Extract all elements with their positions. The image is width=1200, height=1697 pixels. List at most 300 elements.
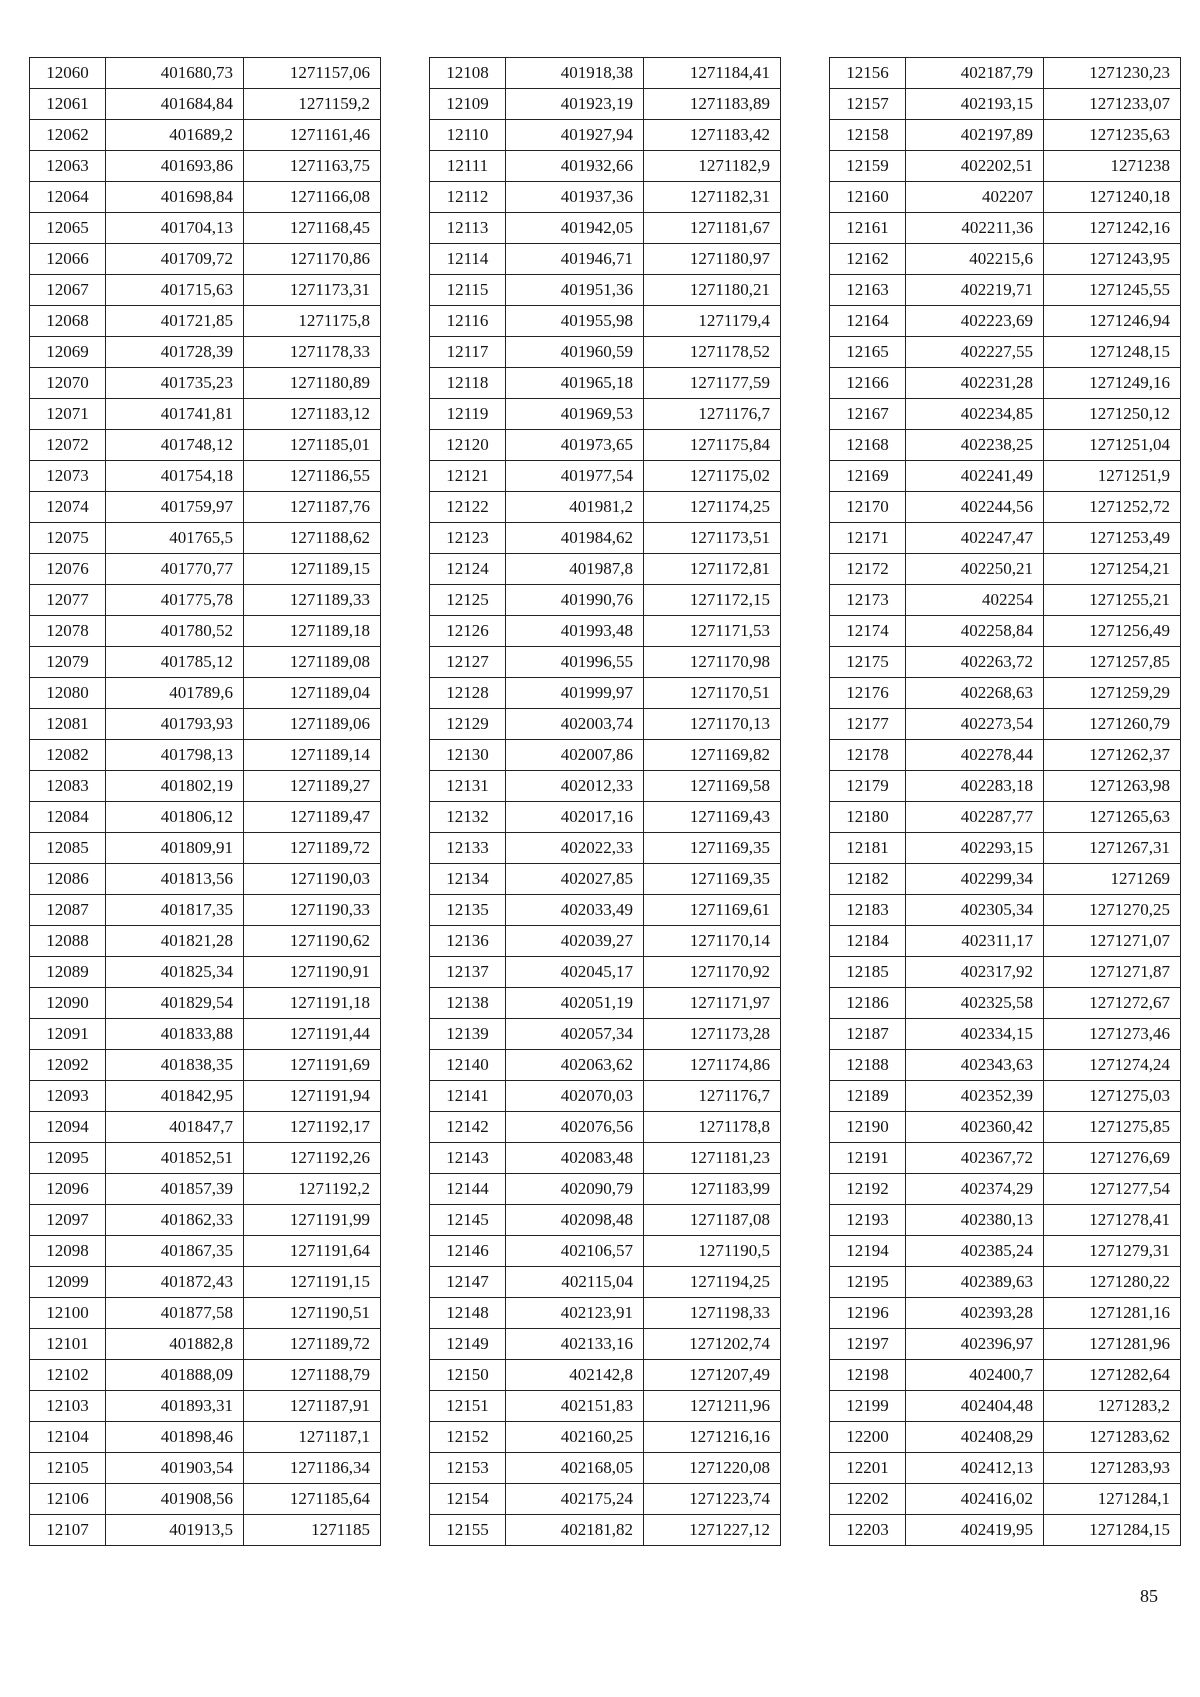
y-coordinate-cell: 1271280,22 — [1044, 1267, 1181, 1298]
x-coordinate-cell: 402299,34 — [906, 864, 1044, 895]
point-id-cell: 12110 — [430, 120, 506, 151]
table-row — [430, 616, 781, 647]
point-id-cell: 12089 — [30, 957, 106, 988]
x-coordinate-cell: 401852,51 — [106, 1143, 244, 1174]
table-row — [430, 647, 781, 678]
table-row — [430, 802, 781, 833]
y-coordinate-cell: 1271178,33 — [244, 337, 381, 368]
y-coordinate-cell: 1271178,52 — [644, 337, 781, 368]
table-row — [30, 275, 381, 306]
point-id-cell: 12079 — [30, 647, 106, 678]
table-row — [430, 1298, 781, 1329]
table-row — [830, 988, 1181, 1019]
point-id-cell: 12073 — [30, 461, 106, 492]
table-row — [830, 120, 1181, 151]
point-id-cell: 12183 — [830, 895, 906, 926]
x-coordinate-cell: 401877,58 — [106, 1298, 244, 1329]
y-coordinate-cell: 1271185,64 — [244, 1484, 381, 1515]
table-row — [30, 1391, 381, 1422]
y-coordinate-cell: 1271178,8 — [644, 1112, 781, 1143]
x-coordinate-cell: 401946,71 — [506, 244, 644, 275]
y-coordinate-cell: 1271235,63 — [1044, 120, 1181, 151]
table-row — [830, 709, 1181, 740]
x-coordinate-cell: 401793,93 — [106, 709, 244, 740]
point-id-cell: 12071 — [30, 399, 106, 430]
y-coordinate-cell: 1271238 — [1044, 151, 1181, 182]
table-row — [430, 1205, 781, 1236]
x-coordinate-cell: 402115,04 — [506, 1267, 644, 1298]
y-coordinate-cell: 1271173,51 — [644, 523, 781, 554]
x-coordinate-cell: 402133,16 — [506, 1329, 644, 1360]
table-row — [430, 368, 781, 399]
y-coordinate-cell: 1271172,15 — [644, 585, 781, 616]
point-id-cell: 12117 — [430, 337, 506, 368]
y-coordinate-cell: 1271281,16 — [1044, 1298, 1181, 1329]
x-coordinate-cell: 402211,36 — [906, 213, 1044, 244]
point-id-cell: 12163 — [830, 275, 906, 306]
table-row — [30, 182, 381, 213]
y-coordinate-cell: 1271274,24 — [1044, 1050, 1181, 1081]
table-row — [430, 771, 781, 802]
table-row — [430, 926, 781, 957]
point-id-cell: 12159 — [830, 151, 906, 182]
x-coordinate-cell: 402352,39 — [906, 1081, 1044, 1112]
y-coordinate-cell: 1271257,85 — [1044, 647, 1181, 678]
point-id-cell: 12061 — [30, 89, 106, 120]
table-row — [430, 1515, 781, 1546]
y-coordinate-cell: 1271186,55 — [244, 461, 381, 492]
x-coordinate-cell: 402160,25 — [506, 1422, 644, 1453]
y-coordinate-cell: 1271245,55 — [1044, 275, 1181, 306]
point-id-cell: 12090 — [30, 988, 106, 1019]
table-row — [430, 58, 781, 89]
point-id-cell: 12098 — [30, 1236, 106, 1267]
table-row — [830, 1422, 1181, 1453]
table-row — [430, 1422, 781, 1453]
y-coordinate-cell: 1271249,16 — [1044, 368, 1181, 399]
x-coordinate-cell: 402247,47 — [906, 523, 1044, 554]
x-coordinate-cell: 402254 — [906, 585, 1044, 616]
x-coordinate-cell: 402244,56 — [906, 492, 1044, 523]
point-id-cell: 12111 — [430, 151, 506, 182]
y-coordinate-cell: 1271180,97 — [644, 244, 781, 275]
point-id-cell: 12109 — [430, 89, 506, 120]
x-coordinate-cell: 402187,79 — [906, 58, 1044, 89]
table-row — [430, 864, 781, 895]
y-coordinate-cell: 1271170,51 — [644, 678, 781, 709]
point-id-cell: 12184 — [830, 926, 906, 957]
y-coordinate-cell: 1271216,16 — [644, 1422, 781, 1453]
point-id-cell: 12078 — [30, 616, 106, 647]
point-id-cell: 12177 — [830, 709, 906, 740]
point-id-cell: 12119 — [430, 399, 506, 430]
table-row — [30, 1205, 381, 1236]
x-coordinate-cell: 401698,84 — [106, 182, 244, 213]
y-coordinate-cell: 1271183,42 — [644, 120, 781, 151]
x-coordinate-cell: 401942,05 — [506, 213, 644, 244]
point-id-cell: 12093 — [30, 1081, 106, 1112]
point-id-cell: 12176 — [830, 678, 906, 709]
x-coordinate-cell: 402070,03 — [506, 1081, 644, 1112]
y-coordinate-cell: 1271207,49 — [644, 1360, 781, 1391]
y-coordinate-cell: 1271243,95 — [1044, 244, 1181, 275]
table-row — [830, 399, 1181, 430]
y-coordinate-cell: 1271269 — [1044, 864, 1181, 895]
y-coordinate-cell: 1271170,92 — [644, 957, 781, 988]
table-row — [830, 1143, 1181, 1174]
y-coordinate-cell: 1271174,86 — [644, 1050, 781, 1081]
x-coordinate-cell: 402238,25 — [906, 430, 1044, 461]
table-row — [430, 89, 781, 120]
x-coordinate-cell: 402367,72 — [906, 1143, 1044, 1174]
y-coordinate-cell: 1271182,31 — [644, 182, 781, 213]
point-id-cell: 12139 — [430, 1019, 506, 1050]
table-row — [30, 957, 381, 988]
y-coordinate-cell: 1271190,91 — [244, 957, 381, 988]
coordinate-table-2 — [429, 57, 781, 1546]
x-coordinate-cell: 401977,54 — [506, 461, 644, 492]
point-id-cell: 12187 — [830, 1019, 906, 1050]
table-row — [30, 430, 381, 461]
coordinate-table-body — [430, 58, 781, 1546]
x-coordinate-cell: 401693,86 — [106, 151, 244, 182]
point-id-cell: 12138 — [430, 988, 506, 1019]
table-row — [830, 1236, 1181, 1267]
point-id-cell: 12116 — [430, 306, 506, 337]
table-row — [30, 1174, 381, 1205]
table-row — [830, 244, 1181, 275]
y-coordinate-cell: 1271175,8 — [244, 306, 381, 337]
table-row — [30, 1267, 381, 1298]
table-row — [430, 1329, 781, 1360]
table-row — [430, 1391, 781, 1422]
y-coordinate-cell: 1271179,4 — [644, 306, 781, 337]
table-row — [430, 213, 781, 244]
y-coordinate-cell: 1271169,43 — [644, 802, 781, 833]
table-row — [30, 461, 381, 492]
y-coordinate-cell: 1271189,27 — [244, 771, 381, 802]
point-id-cell: 12103 — [30, 1391, 106, 1422]
y-coordinate-cell: 1271202,74 — [644, 1329, 781, 1360]
y-coordinate-cell: 1271169,82 — [644, 740, 781, 771]
point-id-cell: 12151 — [430, 1391, 506, 1422]
y-coordinate-cell: 1271180,21 — [644, 275, 781, 306]
x-coordinate-cell: 401798,13 — [106, 740, 244, 771]
x-coordinate-cell: 402250,21 — [906, 554, 1044, 585]
x-coordinate-cell: 401993,48 — [506, 616, 644, 647]
y-coordinate-cell: 1271254,21 — [1044, 554, 1181, 585]
point-id-cell: 12082 — [30, 740, 106, 771]
table-row — [30, 585, 381, 616]
y-coordinate-cell: 1271279,31 — [1044, 1236, 1181, 1267]
x-coordinate-cell: 402151,83 — [506, 1391, 644, 1422]
x-coordinate-cell: 402419,95 — [906, 1515, 1044, 1546]
x-coordinate-cell: 401867,35 — [106, 1236, 244, 1267]
y-coordinate-cell: 1271181,67 — [644, 213, 781, 244]
y-coordinate-cell: 1271191,94 — [244, 1081, 381, 1112]
table-row — [30, 58, 381, 89]
x-coordinate-cell: 402305,34 — [906, 895, 1044, 926]
point-id-cell: 12115 — [430, 275, 506, 306]
y-coordinate-cell: 1271251,04 — [1044, 430, 1181, 461]
point-id-cell: 12154 — [430, 1484, 506, 1515]
y-coordinate-cell: 1271189,72 — [244, 1329, 381, 1360]
point-id-cell: 12091 — [30, 1019, 106, 1050]
point-id-cell: 12190 — [830, 1112, 906, 1143]
point-id-cell: 12162 — [830, 244, 906, 275]
y-coordinate-cell: 1271275,03 — [1044, 1081, 1181, 1112]
y-coordinate-cell: 1271233,07 — [1044, 89, 1181, 120]
y-coordinate-cell: 1271240,18 — [1044, 182, 1181, 213]
y-coordinate-cell: 1271246,94 — [1044, 306, 1181, 337]
y-coordinate-cell: 1271169,58 — [644, 771, 781, 802]
y-coordinate-cell: 1271191,64 — [244, 1236, 381, 1267]
x-coordinate-cell: 401893,31 — [106, 1391, 244, 1422]
point-id-cell: 12097 — [30, 1205, 106, 1236]
point-id-cell: 12096 — [30, 1174, 106, 1205]
table-row — [30, 1019, 381, 1050]
x-coordinate-cell: 401721,85 — [106, 306, 244, 337]
x-coordinate-cell: 402343,63 — [906, 1050, 1044, 1081]
y-coordinate-cell: 1271175,02 — [644, 461, 781, 492]
point-id-cell: 12065 — [30, 213, 106, 244]
x-coordinate-cell: 401704,13 — [106, 213, 244, 244]
table-row — [830, 1112, 1181, 1143]
y-coordinate-cell: 1271188,79 — [244, 1360, 381, 1391]
table-row — [830, 523, 1181, 554]
point-id-cell: 12166 — [830, 368, 906, 399]
table-row — [30, 1453, 381, 1484]
x-coordinate-cell: 402197,89 — [906, 120, 1044, 151]
table-row — [830, 771, 1181, 802]
y-coordinate-cell: 1271170,98 — [644, 647, 781, 678]
table-row — [430, 275, 781, 306]
y-coordinate-cell: 1271172,81 — [644, 554, 781, 585]
table-row — [30, 151, 381, 182]
y-coordinate-cell: 1271283,62 — [1044, 1422, 1181, 1453]
point-id-cell: 12148 — [430, 1298, 506, 1329]
x-coordinate-cell: 401728,39 — [106, 337, 244, 368]
x-coordinate-cell: 402263,72 — [906, 647, 1044, 678]
table-row — [30, 709, 381, 740]
y-coordinate-cell: 1271189,47 — [244, 802, 381, 833]
point-id-cell: 12107 — [30, 1515, 106, 1546]
x-coordinate-cell: 402227,55 — [906, 337, 1044, 368]
x-coordinate-cell: 401913,5 — [106, 1515, 244, 1546]
coordinate-table-body — [30, 58, 381, 1546]
y-coordinate-cell: 1271192,2 — [244, 1174, 381, 1205]
point-id-cell: 12197 — [830, 1329, 906, 1360]
point-id-cell: 12153 — [430, 1453, 506, 1484]
x-coordinate-cell: 402215,6 — [906, 244, 1044, 275]
table-row — [30, 740, 381, 771]
table-row — [830, 647, 1181, 678]
table-row — [430, 1453, 781, 1484]
x-coordinate-cell: 401813,56 — [106, 864, 244, 895]
x-coordinate-cell: 401981,2 — [506, 492, 644, 523]
point-id-cell: 12062 — [30, 120, 106, 151]
point-id-cell: 12200 — [830, 1422, 906, 1453]
y-coordinate-cell: 1271251,9 — [1044, 461, 1181, 492]
table-row — [830, 1515, 1181, 1546]
x-coordinate-cell: 402287,77 — [906, 802, 1044, 833]
y-coordinate-cell: 1271185 — [244, 1515, 381, 1546]
table-row — [830, 1019, 1181, 1050]
table-row — [30, 1143, 381, 1174]
table-row — [430, 1019, 781, 1050]
point-id-cell: 12066 — [30, 244, 106, 275]
x-coordinate-cell: 402175,24 — [506, 1484, 644, 1515]
table-row — [830, 306, 1181, 337]
point-id-cell: 12072 — [30, 430, 106, 461]
y-coordinate-cell: 1271192,26 — [244, 1143, 381, 1174]
table-row — [30, 244, 381, 275]
page-number: 85 — [1140, 1586, 1158, 1606]
point-id-cell: 12201 — [830, 1453, 906, 1484]
x-coordinate-cell: 402123,91 — [506, 1298, 644, 1329]
table-row — [830, 678, 1181, 709]
table-row — [30, 926, 381, 957]
table-row — [830, 585, 1181, 616]
x-coordinate-cell: 401898,46 — [106, 1422, 244, 1453]
table-row — [30, 1422, 381, 1453]
y-coordinate-cell: 1271159,2 — [244, 89, 381, 120]
x-coordinate-cell: 401829,54 — [106, 988, 244, 1019]
x-coordinate-cell: 402027,85 — [506, 864, 644, 895]
table-row — [30, 1360, 381, 1391]
table-row — [30, 802, 381, 833]
point-id-cell: 12081 — [30, 709, 106, 740]
y-coordinate-cell: 1271223,74 — [644, 1484, 781, 1515]
y-coordinate-cell: 1271242,16 — [1044, 213, 1181, 244]
x-coordinate-cell: 401735,23 — [106, 368, 244, 399]
table-row — [30, 1050, 381, 1081]
y-coordinate-cell: 1271271,07 — [1044, 926, 1181, 957]
point-id-cell: 12088 — [30, 926, 106, 957]
y-coordinate-cell: 1271183,99 — [644, 1174, 781, 1205]
table-row — [430, 523, 781, 554]
x-coordinate-cell: 402207 — [906, 182, 1044, 213]
table-row — [430, 1174, 781, 1205]
coordinate-table-body — [830, 58, 1181, 1546]
table-row — [430, 1267, 781, 1298]
table-row — [830, 833, 1181, 864]
y-coordinate-cell: 1271220,08 — [644, 1453, 781, 1484]
point-id-cell: 12127 — [430, 647, 506, 678]
y-coordinate-cell: 1271211,96 — [644, 1391, 781, 1422]
x-coordinate-cell: 401984,62 — [506, 523, 644, 554]
table-row — [430, 1236, 781, 1267]
point-id-cell: 12130 — [430, 740, 506, 771]
point-id-cell: 12192 — [830, 1174, 906, 1205]
point-id-cell: 12203 — [830, 1515, 906, 1546]
y-coordinate-cell: 1271267,31 — [1044, 833, 1181, 864]
x-coordinate-cell: 402007,86 — [506, 740, 644, 771]
y-coordinate-cell: 1271171,97 — [644, 988, 781, 1019]
y-coordinate-cell: 1271169,35 — [644, 833, 781, 864]
x-coordinate-cell: 401842,95 — [106, 1081, 244, 1112]
table-row — [30, 337, 381, 368]
x-coordinate-cell: 402400,7 — [906, 1360, 1044, 1391]
table-row — [830, 1050, 1181, 1081]
x-coordinate-cell: 402033,49 — [506, 895, 644, 926]
point-id-cell: 12179 — [830, 771, 906, 802]
table-row — [430, 1360, 781, 1391]
table-row — [430, 740, 781, 771]
table-row — [430, 151, 781, 182]
coordinate-table-3 — [829, 57, 1181, 1546]
x-coordinate-cell: 401684,84 — [106, 89, 244, 120]
point-id-cell: 12060 — [30, 58, 106, 89]
table-row — [30, 864, 381, 895]
point-id-cell: 12063 — [30, 151, 106, 182]
x-coordinate-cell: 402012,33 — [506, 771, 644, 802]
point-id-cell: 12074 — [30, 492, 106, 523]
table-row — [30, 771, 381, 802]
point-id-cell: 12141 — [430, 1081, 506, 1112]
table-row — [30, 492, 381, 523]
table-row — [30, 213, 381, 244]
y-coordinate-cell: 1271166,08 — [244, 182, 381, 213]
x-coordinate-cell: 401932,66 — [506, 151, 644, 182]
x-coordinate-cell: 401709,72 — [106, 244, 244, 275]
point-id-cell: 12095 — [30, 1143, 106, 1174]
coordinate-table-1 — [29, 57, 381, 1546]
point-id-cell: 12087 — [30, 895, 106, 926]
point-id-cell: 12156 — [830, 58, 906, 89]
point-id-cell: 12102 — [30, 1360, 106, 1391]
y-coordinate-cell: 1271262,37 — [1044, 740, 1181, 771]
x-coordinate-cell: 401937,36 — [506, 182, 644, 213]
x-coordinate-cell: 401838,35 — [106, 1050, 244, 1081]
x-coordinate-cell: 401817,35 — [106, 895, 244, 926]
x-coordinate-cell: 401809,91 — [106, 833, 244, 864]
point-id-cell: 12169 — [830, 461, 906, 492]
table-row — [430, 1143, 781, 1174]
point-id-cell: 12155 — [430, 1515, 506, 1546]
y-coordinate-cell: 1271281,96 — [1044, 1329, 1181, 1360]
y-coordinate-cell: 1271265,63 — [1044, 802, 1181, 833]
point-id-cell: 12105 — [30, 1453, 106, 1484]
point-id-cell: 12122 — [430, 492, 506, 523]
x-coordinate-cell: 402273,54 — [906, 709, 1044, 740]
point-id-cell: 12170 — [830, 492, 906, 523]
table-row — [30, 1484, 381, 1515]
point-id-cell: 12152 — [430, 1422, 506, 1453]
y-coordinate-cell: 1271189,72 — [244, 833, 381, 864]
table-row — [30, 1236, 381, 1267]
table-row — [430, 1484, 781, 1515]
table-row — [30, 678, 381, 709]
y-coordinate-cell: 1271170,13 — [644, 709, 781, 740]
table-row — [430, 182, 781, 213]
x-coordinate-cell: 401775,78 — [106, 585, 244, 616]
table-row — [30, 895, 381, 926]
table-row — [430, 461, 781, 492]
table-row — [830, 957, 1181, 988]
y-coordinate-cell: 1271176,7 — [644, 1081, 781, 1112]
y-coordinate-cell: 1271157,06 — [244, 58, 381, 89]
point-id-cell: 12092 — [30, 1050, 106, 1081]
x-coordinate-cell: 401847,7 — [106, 1112, 244, 1143]
table-row — [30, 647, 381, 678]
table-row — [830, 58, 1181, 89]
point-id-cell: 12189 — [830, 1081, 906, 1112]
y-coordinate-cell: 1271253,49 — [1044, 523, 1181, 554]
y-coordinate-cell: 1271170,14 — [644, 926, 781, 957]
point-id-cell: 12181 — [830, 833, 906, 864]
point-id-cell: 12158 — [830, 120, 906, 151]
